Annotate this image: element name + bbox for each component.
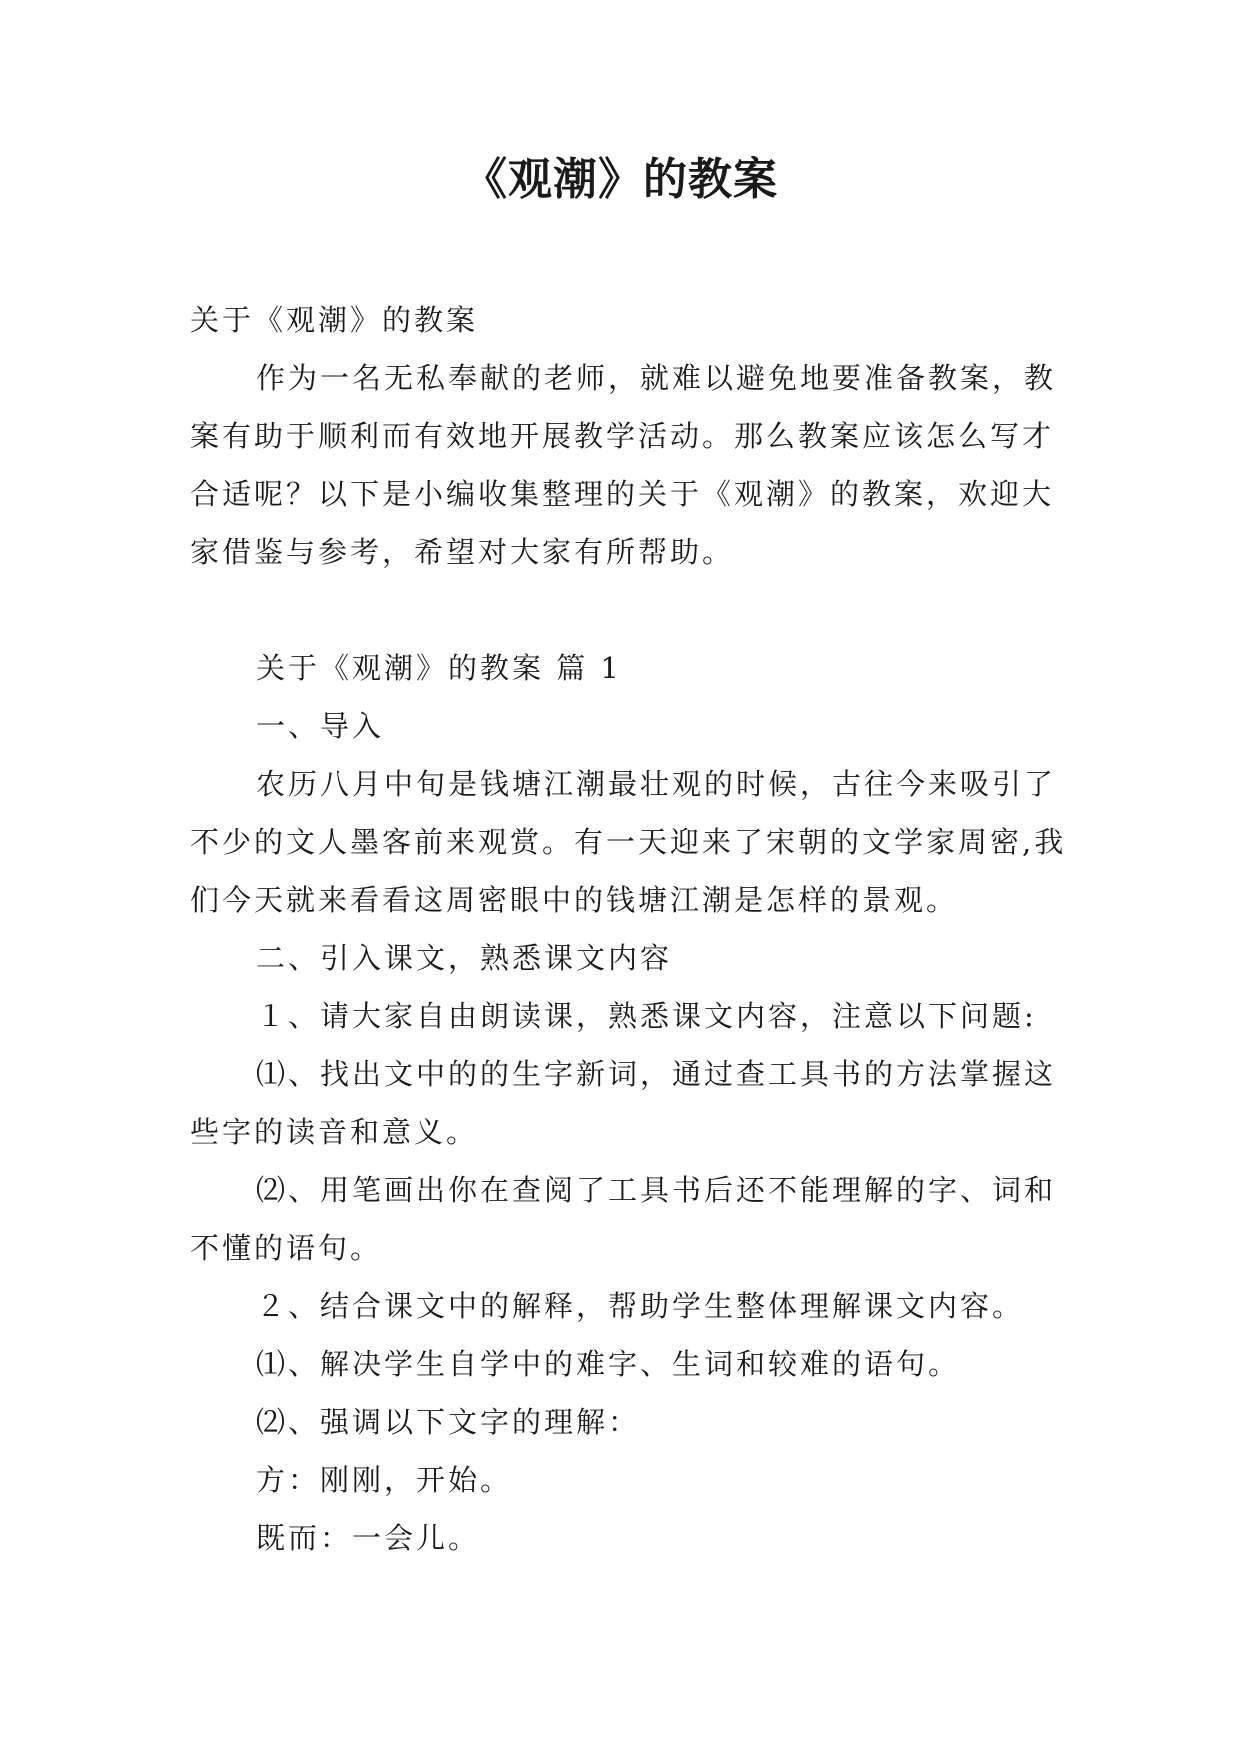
step1-item-a: ⑴、找出文中的的生字新词，通过查工具书的方法掌握这些字的读音和意义。 (190, 1057, 1057, 1149)
section-heading: 关于《观潮》的教案 篇 1 (256, 651, 622, 685)
part2-heading: 二、引入课文，熟悉课文内容 (256, 941, 673, 975)
gloss-line-2: 既而：一会儿。 (256, 1521, 481, 1555)
step1-item-b: ⑵、用笔画出你在查阅了工具书后还不能理解的字、词和不懂的语句。 (190, 1173, 1057, 1265)
gloss-line-1: 方：刚刚，开始。 (256, 1463, 513, 1497)
step2-line: ２、结合课文中的解释，帮助学生整体理解课文内容。 (256, 1289, 1025, 1323)
step1-line: １、请大家自由朗读课，熟悉课文内容，注意以下问题: (256, 999, 1037, 1033)
intro-paragraph: 作为一名无私奉献的老师，就难以避免地要准备教案，教案有助于顺利而有效地开展教学活动。那么教案应该怎么写才合适呢？以下是小编收集整理的关于《观潮》的教案，欢迎大家借鉴与参考，希望对大家有所帮助。 (190, 361, 1057, 569)
subtitle-line: 关于《观潮》的教案 (190, 303, 479, 337)
part1-paragraph: 农历八月中旬是钱塘江潮最壮观的时候，古往今来吸引了不少的文人墨客前来观赏。有一天迎来了宋朝的文学家周密,我们今天就来看看这周密眼中的钱塘江潮是怎样的景观。 (190, 767, 1067, 917)
part1-heading: 一、导入 (256, 709, 385, 743)
document-body (190, 291, 1070, 1567)
document-title: 《观潮》的教案 (463, 154, 778, 205)
step2-item-a: ⑴、解决学生自学中的难字、生词和较难的语句。 (256, 1347, 961, 1381)
paragraph-gap (190, 581, 1070, 639)
step2-item-b: ⑵、强调以下文字的理解： (256, 1405, 641, 1439)
